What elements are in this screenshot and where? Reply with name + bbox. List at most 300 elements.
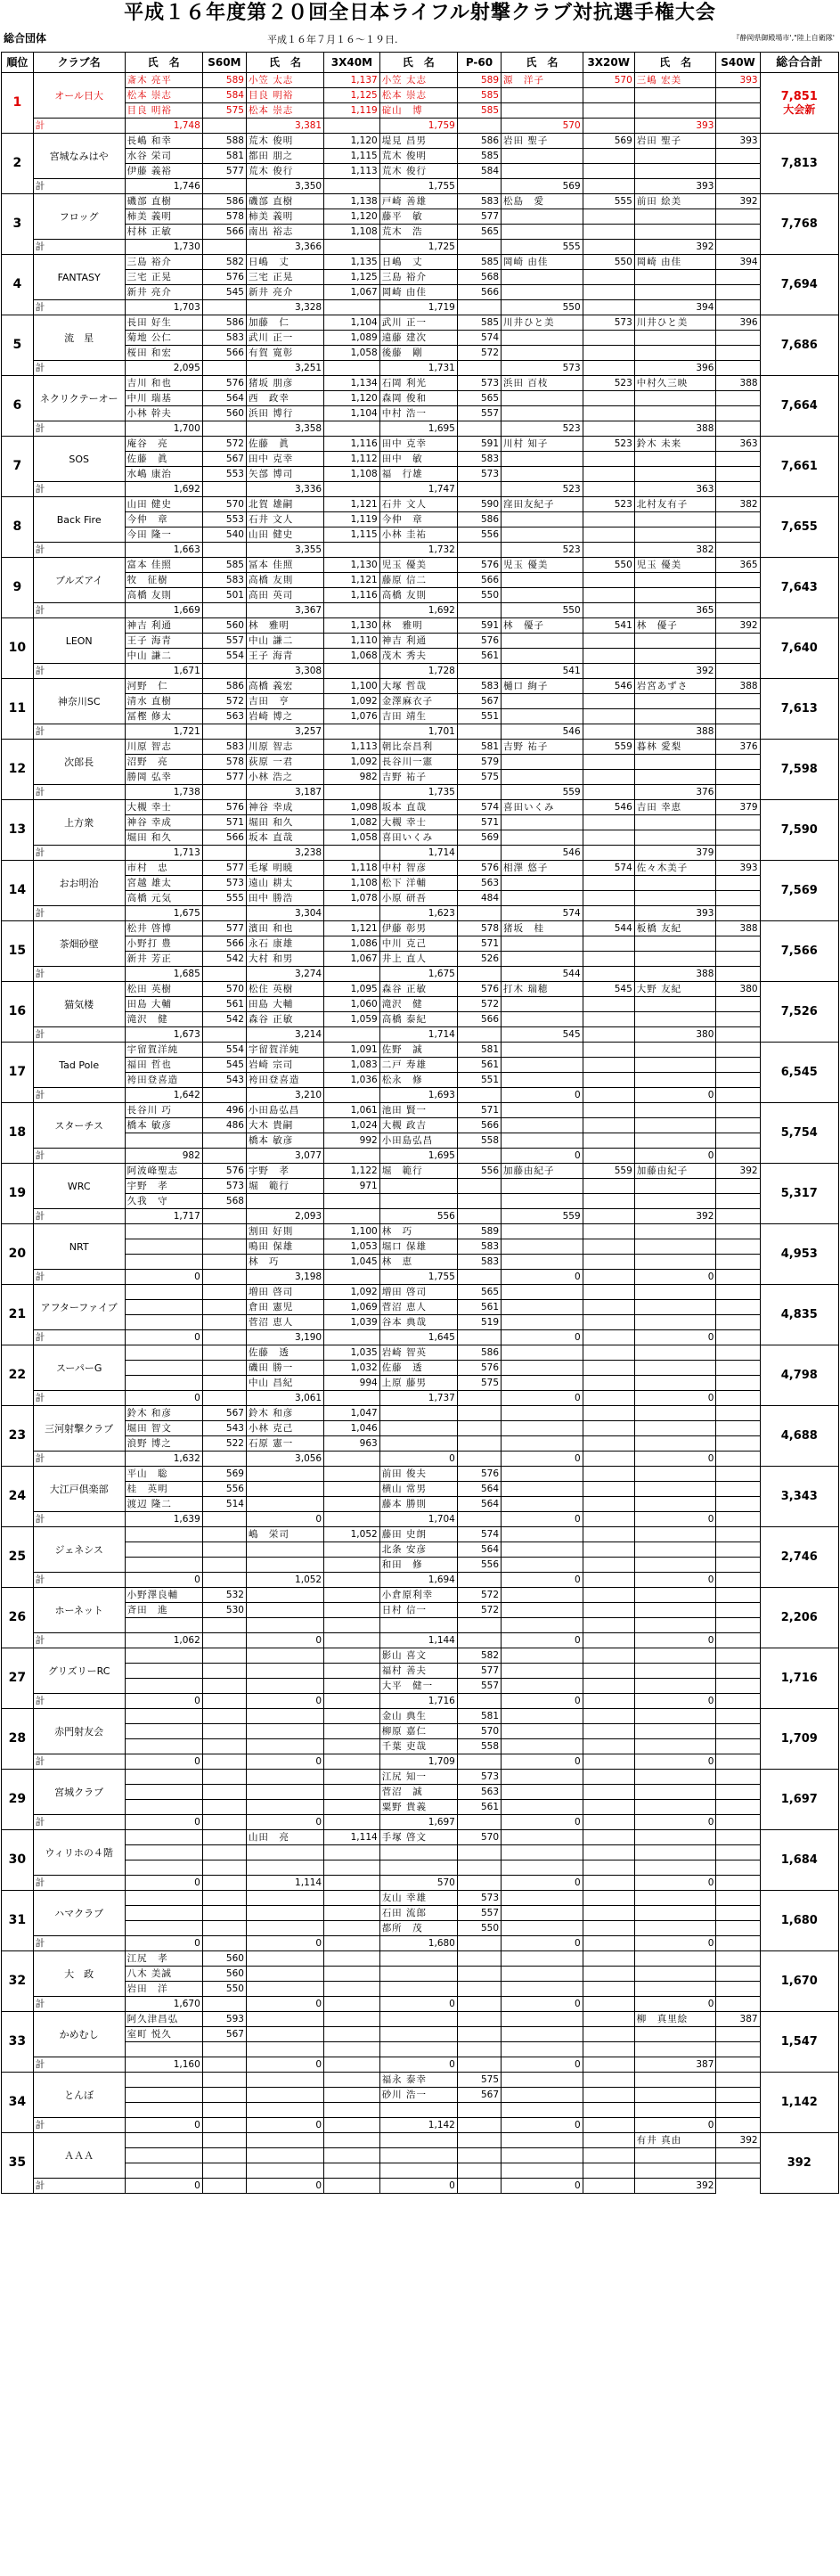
shooter-name: 斎木 亮平 [125,73,202,88]
blank-cell [457,300,501,315]
shooter-name [246,1982,323,1997]
shooter-name: 喜田いくみ [379,830,457,846]
score-cell [457,2148,501,2163]
rank-cell: 2 [2,134,34,194]
score-cell: 1,125 [324,270,380,285]
shooter-name [502,1906,583,1921]
sum-score: 0 [634,1573,716,1588]
shooter-name: 荻原 一君 [246,755,323,770]
sum-score: 3,336 [246,482,323,497]
shooter-name [379,1179,457,1194]
score-cell [457,1179,501,1194]
score-cell [583,2027,634,2042]
sum-label: 計 [33,664,125,679]
team-row [2,2042,839,2057]
blank-cell [324,1876,380,1891]
sum-score: 1,052 [246,1573,323,1588]
total-score: 7,768 [780,217,818,231]
shooter-name: 吉川 和也 [125,376,202,391]
score-cell: 571 [202,815,246,830]
shooter-name [502,1845,583,1860]
score-cell [202,1679,246,1694]
shooter-name [502,1118,583,1133]
team-total [760,1043,838,1103]
score-cell: 582 [202,255,246,270]
score-cell: 566 [457,573,501,588]
shooter-name: 朝比奈昌利 [379,740,457,755]
score-cell [583,936,634,952]
shooter-name [125,1300,202,1315]
sum-score: 1,632 [125,1452,202,1467]
shooter-name [502,209,583,225]
shooter-name [634,1542,716,1558]
team-row [2,331,839,346]
score-cell: 556 [202,1482,246,1497]
shooter-name: 大槻 幸士 [125,800,202,815]
score-cell [457,1421,501,1436]
shooter-name [379,1845,457,1860]
sum-score: 3,355 [246,543,323,558]
shooter-name: 菅沼 恵人 [246,1315,323,1330]
shooter-name: 藤本 勝則 [379,1497,457,1512]
total-score: 392 [787,2156,811,2170]
rank-cell: 7 [2,437,34,497]
shooter-name [502,1618,583,1633]
score-cell [716,103,760,119]
score-cell [583,1527,634,1542]
score-cell [716,391,760,406]
shooter-name [502,876,583,891]
sum-label: 計 [33,240,125,255]
sum-label: 計 [33,1391,125,1406]
score-cell [583,815,634,830]
blank-cell [457,906,501,921]
score-cell [202,2042,246,2057]
score-cell [324,1739,380,1754]
sum-score: 2,095 [125,361,202,376]
shooter-name [125,1542,202,1558]
blank-cell [457,482,501,497]
shooter-name [502,2163,583,2179]
total-score: 7,526 [780,1005,818,1018]
shooter-name [246,1860,323,1876]
shooter-name: 柳 真里絵 [634,2012,716,2027]
sum-label: 計 [33,421,125,437]
shooter-name: 滝沢 健 [125,1012,202,1027]
team-row [2,634,839,649]
team-row [2,194,839,209]
score-cell: 557 [457,1906,501,1921]
shooter-name [246,1785,323,1800]
sum-score: 3,056 [246,1452,323,1467]
shooter-name [634,1967,716,1982]
sum-score: 0 [246,1754,323,1770]
team-row [2,2088,839,2103]
team-row [2,1724,839,1739]
sum-score: 0 [634,1330,716,1345]
sum-score: 550 [502,603,583,618]
shooter-name: 大塚 哲哉 [379,679,457,694]
score-cell: 1,108 [324,225,380,240]
score-cell: 1,092 [324,755,380,770]
shooter-name: 富本 佳照 [125,558,202,573]
shooter-name [125,1860,202,1876]
score-cell: 392 [716,1164,760,1179]
shooter-name [502,1133,583,1149]
score-cell [716,1058,760,1073]
score-cell [716,830,760,846]
shooter-name: 前田 絵美 [634,194,716,209]
score-cell: 543 [202,1421,246,1436]
shooter-name: 浜田 博行 [246,406,323,421]
score-cell: 567 [202,452,246,467]
shooter-name: 福永 泰幸 [379,2073,457,2088]
shooter-name: 岩崎 博之 [246,709,323,724]
blank-cell [324,300,380,315]
score-cell [324,2073,380,2088]
sum-score: 393 [634,119,716,134]
score-cell [324,2042,380,2057]
team-sum-row [2,421,839,437]
shooter-name [246,2027,323,2042]
sum-score: 1,669 [125,603,202,618]
total-score: 4,688 [780,1429,818,1443]
score-cell: 583 [457,679,501,694]
team-row [2,558,839,573]
team-row [2,770,839,785]
sum-score: 0 [502,1512,583,1527]
sum-label: 計 [33,119,125,134]
team-row [2,1709,839,1724]
score-cell [202,1664,246,1679]
team-row [2,1376,839,1391]
score-cell: 583 [202,331,246,346]
shooter-name [502,1785,583,1800]
club-name: とんぼ [33,2073,125,2118]
shooter-name [379,2133,457,2148]
shooter-name: 柿美 義明 [125,209,202,225]
team-row [2,997,839,1012]
score-cell: 555 [583,194,634,209]
shooter-name: 林 巧 [379,1224,457,1239]
team-row [2,1906,839,1921]
rank-cell: 5 [2,315,34,376]
shooter-name: 増田 啓司 [246,1285,323,1300]
score-cell: 541 [583,618,634,634]
shooter-name: 茂木 秀夫 [379,649,457,664]
shooter-name: 武川 正一 [379,315,457,331]
score-cell: 576 [457,861,501,876]
rank-cell: 13 [2,800,34,861]
sum-score: 555 [502,240,583,255]
score-cell [583,1482,634,1497]
score-cell [583,391,634,406]
sum-label: 計 [33,1997,125,2012]
score-cell [583,755,634,770]
shooter-name: 石井 文人 [246,512,323,527]
score-cell [457,2133,501,2148]
shooter-name: 上原 藤男 [379,1376,457,1391]
shooter-name: 金山 典生 [379,1709,457,1724]
score-cell [716,512,760,527]
score-cell: 1,069 [324,1300,380,1315]
shooter-name [502,2073,583,2088]
shooter-name [502,694,583,709]
shooter-name [502,1709,583,1724]
sum-score: 0 [246,1694,323,1709]
team-sum-row [2,179,839,194]
sum-score: 3,367 [246,603,323,618]
score-cell [202,1906,246,1921]
blank-cell [457,1694,501,1709]
sum-score: 0 [502,2118,583,2133]
shooter-name [125,1239,202,1255]
shooter-name: 中山 昌紀 [246,1376,323,1391]
sum-score: 3,328 [246,300,323,315]
team-row [2,1739,839,1754]
rank-cell: 19 [2,1164,34,1224]
team-row [2,2012,839,2027]
event-date: 平成１６年７月１６～１９日. [267,34,398,45]
team-row [2,1860,839,1876]
score-cell [583,1588,634,1603]
shooter-name: 宇留賀洋純 [246,1043,323,1058]
shooter-name: 小林 幹夫 [125,406,202,421]
score-cell: 992 [324,1133,380,1149]
shooter-name [502,1300,583,1315]
team-sum-row [2,906,839,921]
sum-label: 計 [33,179,125,194]
shooter-name [634,1724,716,1739]
shooter-name [634,1239,716,1255]
team-total [760,921,838,982]
shooter-name: 中村久三映 [634,376,716,391]
score-cell [457,1845,501,1860]
score-cell [716,1043,760,1058]
score-cell [583,1103,634,1118]
score-cell [202,1527,246,1542]
shooter-name: 神吉 利通 [125,618,202,634]
score-cell [583,1785,634,1800]
score-cell: 1,061 [324,1103,380,1118]
score-cell: 573 [457,1891,501,1906]
sum-score: 0 [502,1088,583,1103]
team-row [2,1361,839,1376]
team-row [2,1891,839,1906]
score-cell: 1,100 [324,1224,380,1239]
score-cell: 1,137 [324,73,380,88]
score-cell: 1,076 [324,709,380,724]
shooter-name: 長谷川一憲 [379,755,457,770]
score-cell: 1,035 [324,1345,380,1361]
sum-score: 1,701 [379,724,457,740]
sum-score: 1,675 [379,967,457,982]
shooter-name [502,1043,583,1058]
blank-cell [324,1512,380,1527]
blank-cell [202,1815,246,1830]
score-cell: 570 [583,73,634,88]
shooter-name [246,1482,323,1497]
sum-score: 0 [246,1815,323,1830]
score-cell [716,1891,760,1906]
score-cell: 553 [202,467,246,482]
sum-label: 計 [33,300,125,315]
score-cell: 576 [457,982,501,997]
score-cell [202,1800,246,1815]
score-cell: 572 [202,694,246,709]
sum-score: 388 [634,724,716,740]
blank-cell [457,2179,501,2194]
shooter-name [125,1724,202,1739]
team-row [2,1133,839,1149]
score-cell: 576 [202,376,246,391]
score-cell: 1,036 [324,1073,380,1088]
sum-score: 0 [246,2118,323,2133]
score-cell: 1,114 [324,1830,380,1845]
shooter-name [634,1664,716,1679]
sum-score: 550 [502,300,583,315]
shooter-name [634,830,716,846]
club-name: NRT [33,1224,125,1270]
shooter-name: 宇留賀洋純 [125,1043,202,1058]
rank-cell: 32 [2,1951,34,2012]
score-cell [583,2163,634,2179]
blank-cell [324,906,380,921]
blank-cell [324,119,380,134]
shooter-name: 千葉 吏哉 [379,1739,457,1754]
shooter-name: 北村友有子 [634,497,716,512]
score-cell: 571 [457,815,501,830]
blank-cell [583,603,634,618]
blank-cell [457,1573,501,1588]
team-row [2,649,839,664]
score-cell: 581 [457,1043,501,1058]
score-cell: 569 [583,134,634,149]
team-sum-row [2,1936,839,1951]
shooter-name: 児玉 優美 [634,558,716,573]
shooter-name [634,346,716,361]
shooter-name: 松永 修 [379,1073,457,1088]
shooter-name [246,1194,323,1209]
club-name: 大江戸倶楽部 [33,1467,125,1512]
shooter-name: 岡崎 由佳 [634,255,716,270]
sum-score: 3,358 [246,421,323,437]
score-cell [324,1860,380,1876]
score-cell: 1,039 [324,1315,380,1330]
score-cell: 564 [457,1497,501,1512]
shooter-name [502,88,583,103]
shooter-name: 目良 明裕 [246,88,323,103]
blank-cell [583,724,634,740]
shooter-name [246,1951,323,1967]
total-score: 1,697 [780,1793,818,1806]
club-name: おお明治 [33,861,125,906]
score-cell [583,1224,634,1239]
rank-cell: 1 [2,73,34,134]
score-cell [324,1906,380,1921]
score-cell: 564 [457,1542,501,1558]
rank-cell: 35 [2,2133,34,2194]
score-cell [583,1467,634,1482]
score-cell [202,2148,246,2163]
shooter-name: 前田 俊夫 [379,1467,457,1482]
sum-score: 3,061 [246,1391,323,1406]
team-total [760,800,838,861]
score-cell [583,1406,634,1421]
team-row [2,452,839,467]
blank-cell [324,1149,380,1164]
score-cell: 523 [583,497,634,512]
sum-score: 0 [125,1391,202,1406]
shooter-name [634,573,716,588]
shooter-name: 神谷 幸成 [246,800,323,815]
score-cell: 585 [457,315,501,331]
score-cell [716,467,760,482]
shooter-name [502,512,583,527]
shooter-name: 田島 大輔 [246,997,323,1012]
shooter-name [125,1133,202,1149]
shooter-name [246,1467,323,1482]
score-cell [202,1845,246,1860]
blank-cell [457,1815,501,1830]
score-cell [583,1179,634,1194]
sum-score: 1,737 [379,1391,457,1406]
shooter-name [379,1421,457,1436]
score-cell: 1,086 [324,936,380,952]
score-cell [716,1724,760,1739]
sum-score: 0 [246,1512,323,1527]
blank-cell [202,2118,246,2133]
shooter-name: 吉田 靖生 [379,709,457,724]
shooter-name [634,270,716,285]
shooter-name [379,1967,457,1982]
score-cell: 574 [457,331,501,346]
score-cell [716,1315,760,1330]
score-cell [583,452,634,467]
shooter-name: 中川 克己 [379,936,457,952]
shooter-name: 嶋 栄司 [246,1527,323,1542]
blank-cell [202,2179,246,2194]
score-cell [716,527,760,543]
sum-score: 0 [634,1997,716,2012]
score-cell: 565 [457,1285,501,1300]
team-row [2,1648,839,1664]
score-cell [716,2148,760,2163]
rank-cell: 16 [2,982,34,1043]
shooter-name: 山田 亮 [246,1830,323,1845]
score-cell: 563 [202,709,246,724]
blank-cell [583,664,634,679]
sum-score: 0 [125,1573,202,1588]
score-cell [583,225,634,240]
score-cell: 544 [583,921,634,936]
score-cell [324,1982,380,1997]
score-cell: 971 [324,1179,380,1194]
total-score: 2,746 [780,1550,818,1564]
score-cell: 572 [457,1603,501,1618]
score-cell [716,876,760,891]
sum-score: 0 [502,1330,583,1345]
shooter-name [634,1679,716,1694]
score-cell: 1,032 [324,1361,380,1376]
blank-cell [457,1876,501,1891]
score-cell [716,694,760,709]
score-cell [716,1285,760,1300]
rank-cell: 27 [2,1648,34,1709]
team-row [2,406,839,421]
shooter-name: 毛塚 明暁 [246,861,323,876]
shooter-name: 田中 勝浩 [246,891,323,906]
